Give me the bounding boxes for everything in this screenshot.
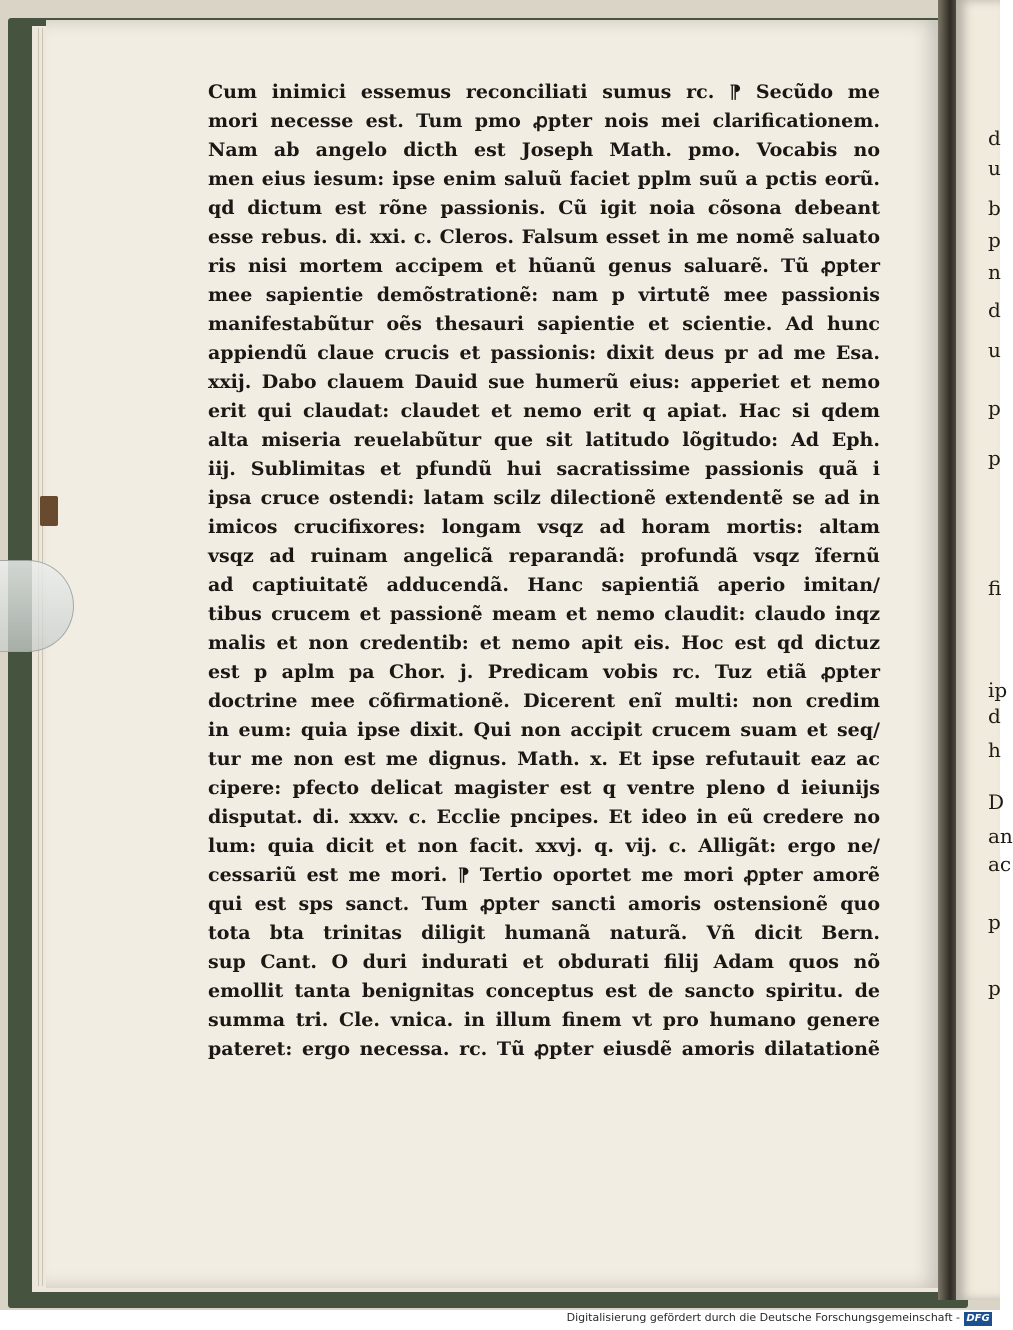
text-line: ris nisi mortem accipem et hũanũ genus saluarẽ. Tũ ꝓpter — [208, 255, 880, 277]
incunable-text-block — [208, 78, 880, 1064]
facing-page-fragment: n — [988, 260, 1001, 284]
facing-page-fragment: p — [988, 976, 1001, 1000]
text-line: malis et non credentib: et nemo apit eis. Hoc est qd dictuz — [208, 632, 880, 654]
page-bookmark — [40, 496, 58, 526]
text-line: qd dictum est rõne passionis. Cũ igit noia cõsona debeant — [208, 197, 880, 219]
text-line: Nam ab angelo dicth est Joseph Math. pmo. Vocabis no — [208, 139, 880, 161]
facing-page-fragment: D — [988, 790, 1005, 814]
text-line: vsqz ad ruinam angelicã reparandã: profundã vsqz ĩfernũ — [208, 545, 880, 567]
facing-page-fragment: an — [988, 824, 1013, 848]
text-line: xxij. Dabo clauem Dauid sue humerũ eius: apperiet et nemo — [208, 371, 880, 393]
text-line: lum: quia dicit et non facit. xxvj. q. vij. c. Alligãt: ergo ne/ — [208, 835, 880, 857]
text-line: tibus crucem et passionẽ meam et nemo claudit: claudo inqz — [208, 603, 880, 625]
facing-page-fragment: p — [988, 446, 1001, 470]
text-line: erit qui claudat: claudet et nemo erit q apiat. Hac si qdem — [208, 400, 880, 422]
text-line: ad captiuitatẽ adducendã. Hanc sapientiã aperio imitan/ — [208, 574, 880, 596]
book-gutter — [938, 0, 958, 1300]
text-line: men eius iesum: ipse enim saluũ faciet pplm suũ a pctis eorũ. — [208, 168, 880, 190]
facing-page-fragment: b — [988, 196, 1001, 220]
text-line: ipsa cruce ostendi: latam scilz dilectionẽ extendentẽ se ad in — [208, 487, 880, 509]
text-line: summa tri. Cle. vnica. in illum finem vt pro humano genere — [208, 1009, 880, 1031]
facing-page-fragment: ac — [988, 852, 1012, 876]
facing-page-fragment: ip — [988, 678, 1008, 702]
text-line: iij. Sublimitas et pfundũ hui sacratissime passionis quã i — [208, 458, 880, 480]
text-line: alta miseria reuelabũtur que sit latitudo lõgitudo: Ad Eph. — [208, 429, 880, 451]
text-line: sup Cant. O duri indurati et obdurati filij Adam quos nõ — [208, 951, 880, 973]
text-line: emollit tanta benignitas conceptus est de sancto spiritu. de — [208, 980, 880, 1002]
page-edge — [42, 28, 43, 1286]
facing-page-fragment: u — [988, 156, 1001, 180]
facing-page-fragment: d — [988, 298, 1001, 322]
text-line: qui est sps sanct. Tum ꝓpter sancti amoris ostensionẽ quo — [208, 893, 880, 915]
text-line: esse rebus. di. xxi. c. Cleros. Falsum esset in me nomẽ saluato — [208, 226, 880, 248]
facing-page-fragment: u — [988, 338, 1001, 362]
page-edge — [38, 28, 39, 1286]
facing-page-fragment: p — [988, 228, 1001, 252]
text-line: manifestabũtur oẽs thesauri sapientie et scientie. Ad hunc — [208, 313, 880, 335]
facing-page — [956, 0, 1000, 1300]
facing-page-fragment: d — [988, 704, 1001, 728]
funding-credit: Digitalisierung gefördert durch die Deutsche Forschungsgemeinschaft - — [566, 1311, 960, 1324]
facing-page-fragment: h — [988, 738, 1001, 762]
text-line: est p aplm pa Chor. j. Predicam vobis rc. Tuz etiã ꝓpter — [208, 661, 880, 683]
text-line: in eum: quia ipse dixit. Qui non accipit crucem suam et seq/ — [208, 719, 880, 741]
facing-page-fragment: fi — [988, 576, 1002, 600]
text-line: tota bta trinitas diligit humanã naturã. Vñ dicit Bern. — [208, 922, 880, 944]
dfg-logo: DFG — [964, 1312, 992, 1326]
text-line: Cum inimici essemus reconciliati sumus rc. ⁋ Secũdo me — [208, 81, 880, 103]
facing-page-fragment: d — [988, 126, 1001, 150]
facing-page-fragment: p — [988, 910, 1001, 934]
text-line: doctrine mee cõfirmationẽ. Dicerent enĩ multi: non credim — [208, 690, 880, 712]
text-line: mori necesse est. Tum pmo ꝓpter nois mei clarificationem. — [208, 110, 880, 132]
text-line: imicos crucifixores: longam vsqz ad horam mortis: altam — [208, 516, 880, 538]
text-line: cessariũ est me mori. ⁋ Tertio oportet me mori ꝓpter amorẽ — [208, 864, 880, 886]
text-line: pateret: ergo necessa. rc. Tũ ꝓpter eiusdẽ amoris dilatationẽ — [208, 1038, 880, 1060]
text-line: appiendũ claue crucis et passionis: dixit deus pr ad me Esa. — [208, 342, 880, 364]
text-line: mee sapientie demõstrationẽ: nam p virtutẽ mee passionis — [208, 284, 880, 306]
text-line: cipere: pfecto delicat magister est q ventre pleno d ieiunijs — [208, 777, 880, 799]
text-line: disputat. di. xxxv. c. Ecclie pncipes. Et ideo in eũ credere no — [208, 806, 880, 828]
text-line: tur me non est me dignus. Math. x. Et ipse refutauit eaz ac — [208, 748, 880, 770]
facing-page-fragment: p — [988, 396, 1001, 420]
